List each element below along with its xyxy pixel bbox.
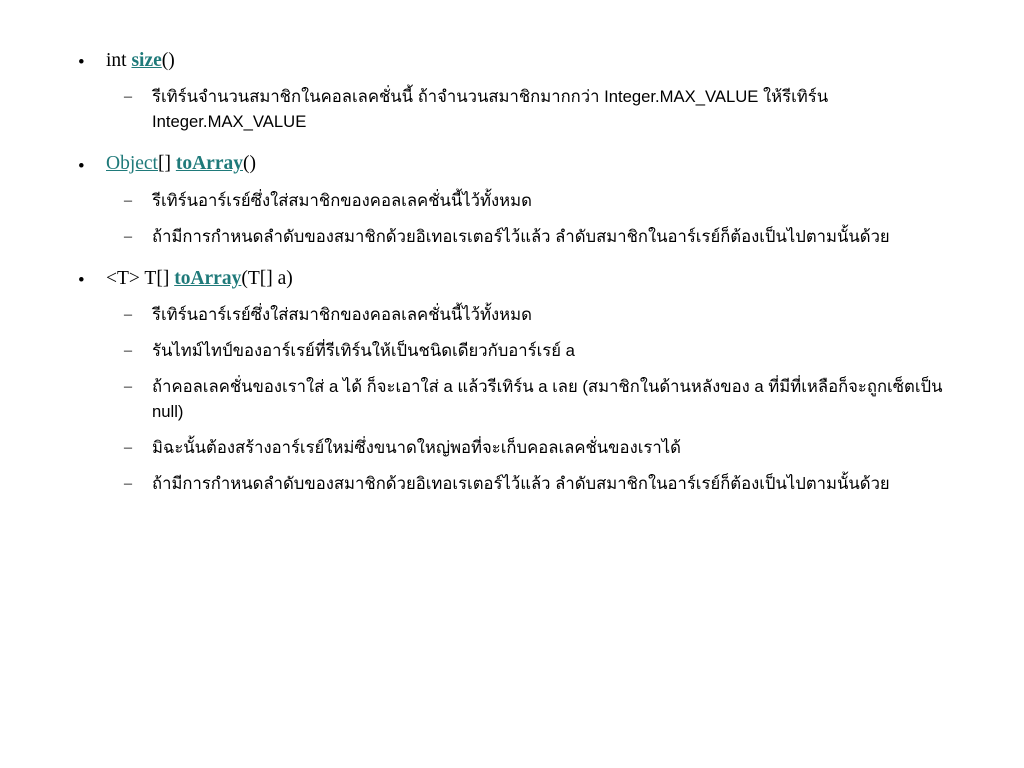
sub-item-text: รันไทม์ไทป์ของอาร์เรย์ที่รีเทิร์นให้เป็นชนิดเดียวกับอาร์เรย์ a bbox=[152, 340, 575, 360]
list-item bbox=[60, 151, 964, 249]
dash-icon: – bbox=[124, 377, 132, 395]
method-link-toarray-generic[interactable]: toArray bbox=[174, 267, 242, 289]
list-item bbox=[60, 266, 964, 497]
content-list bbox=[60, 48, 964, 497]
sub-item-text: ถ้ามีการกำหนดลำดับของสมาชิกด้วยอิเทอเรเตอร์ไว้แล้ว ลำดับสมาชิกในอาร์เรย์ก็ต้องเป็นไปตามนั้นด้วย bbox=[152, 226, 890, 246]
code-suffix: () bbox=[161, 50, 175, 71]
type-link-object[interactable]: Object bbox=[106, 153, 158, 175]
sub-item-text: ถ้าคอลเลคชั่นของเราใส่ a ได้ ก็จะเอาใส่ a แล้วรีเทิร์น a เลย (สมาชิกในด้านหลังของ a ที่มีที่เหลือก็จะถูกเซ็ตเป็น null) bbox=[152, 376, 943, 421]
dash-icon: – bbox=[124, 305, 132, 323]
dash-icon: – bbox=[124, 474, 132, 492]
dash-icon: – bbox=[124, 227, 132, 245]
sub-list bbox=[106, 189, 964, 250]
bullet-icon: • bbox=[78, 155, 85, 177]
sub-item-text: ถ้ามีการกำหนดลำดับของสมาชิกด้วยอิเทอเรเตอร์ไว้แล้ว ลำดับสมาชิกในอาร์เรย์ก็ต้องเป็นไปตามนั้นด้วย bbox=[152, 473, 890, 493]
code-prefix: int bbox=[106, 50, 132, 71]
list-item bbox=[106, 436, 964, 461]
method-link-size[interactable]: size bbox=[131, 50, 162, 71]
signature-line bbox=[106, 151, 964, 177]
sub-item-text: มิฉะนั้นต้องสร้างอาร์เรย์ใหม่ซึ่งขนาดใหญ่พอที่จะเก็บคอลเลคชั่นของเราได้ bbox=[152, 437, 681, 457]
sub-item-text: รีเทิร์นจำนวนสมาชิกในคอลเลคชั่นนี้ ถ้าจำนวนสมาชิกมากกว่า Integer.MAX_VALUE ให้รีเทิร์น Integer.MAX_VALUE bbox=[152, 87, 829, 132]
code-prefix: <T> T[] bbox=[106, 267, 175, 289]
sub-list bbox=[106, 303, 964, 497]
dash-icon: – bbox=[124, 88, 132, 106]
list-item bbox=[60, 48, 964, 135]
dash-icon: – bbox=[124, 438, 132, 456]
signature-line bbox=[106, 266, 964, 292]
sub-item-text: รีเทิร์นอาร์เรย์ซึ่งใส่สมาชิกของคอลเลคชั่นนี้ไว้ทั้งหมด bbox=[152, 304, 532, 324]
sub-item-text: รีเทิร์นอาร์เรย์ซึ่งใส่สมาชิกของคอลเลคชั่นนี้ไว้ทั้งหมด bbox=[152, 190, 532, 210]
list-item bbox=[106, 303, 964, 328]
code-suffix: () bbox=[243, 153, 256, 175]
dash-icon: – bbox=[124, 191, 132, 209]
code-suffix: (T[] a) bbox=[241, 267, 293, 289]
list-item bbox=[106, 339, 964, 364]
list-item bbox=[106, 375, 964, 425]
list-item bbox=[106, 472, 964, 497]
signature-line bbox=[106, 48, 964, 74]
bullet-icon: • bbox=[78, 52, 85, 74]
bullet-icon: • bbox=[78, 269, 85, 291]
code-mid: [] bbox=[157, 153, 176, 175]
method-link-toarray[interactable]: toArray bbox=[175, 153, 243, 175]
list-item bbox=[106, 189, 964, 214]
sub-list bbox=[106, 85, 964, 135]
list-item bbox=[106, 225, 964, 250]
list-item bbox=[106, 85, 964, 135]
dash-icon: – bbox=[124, 341, 132, 359]
